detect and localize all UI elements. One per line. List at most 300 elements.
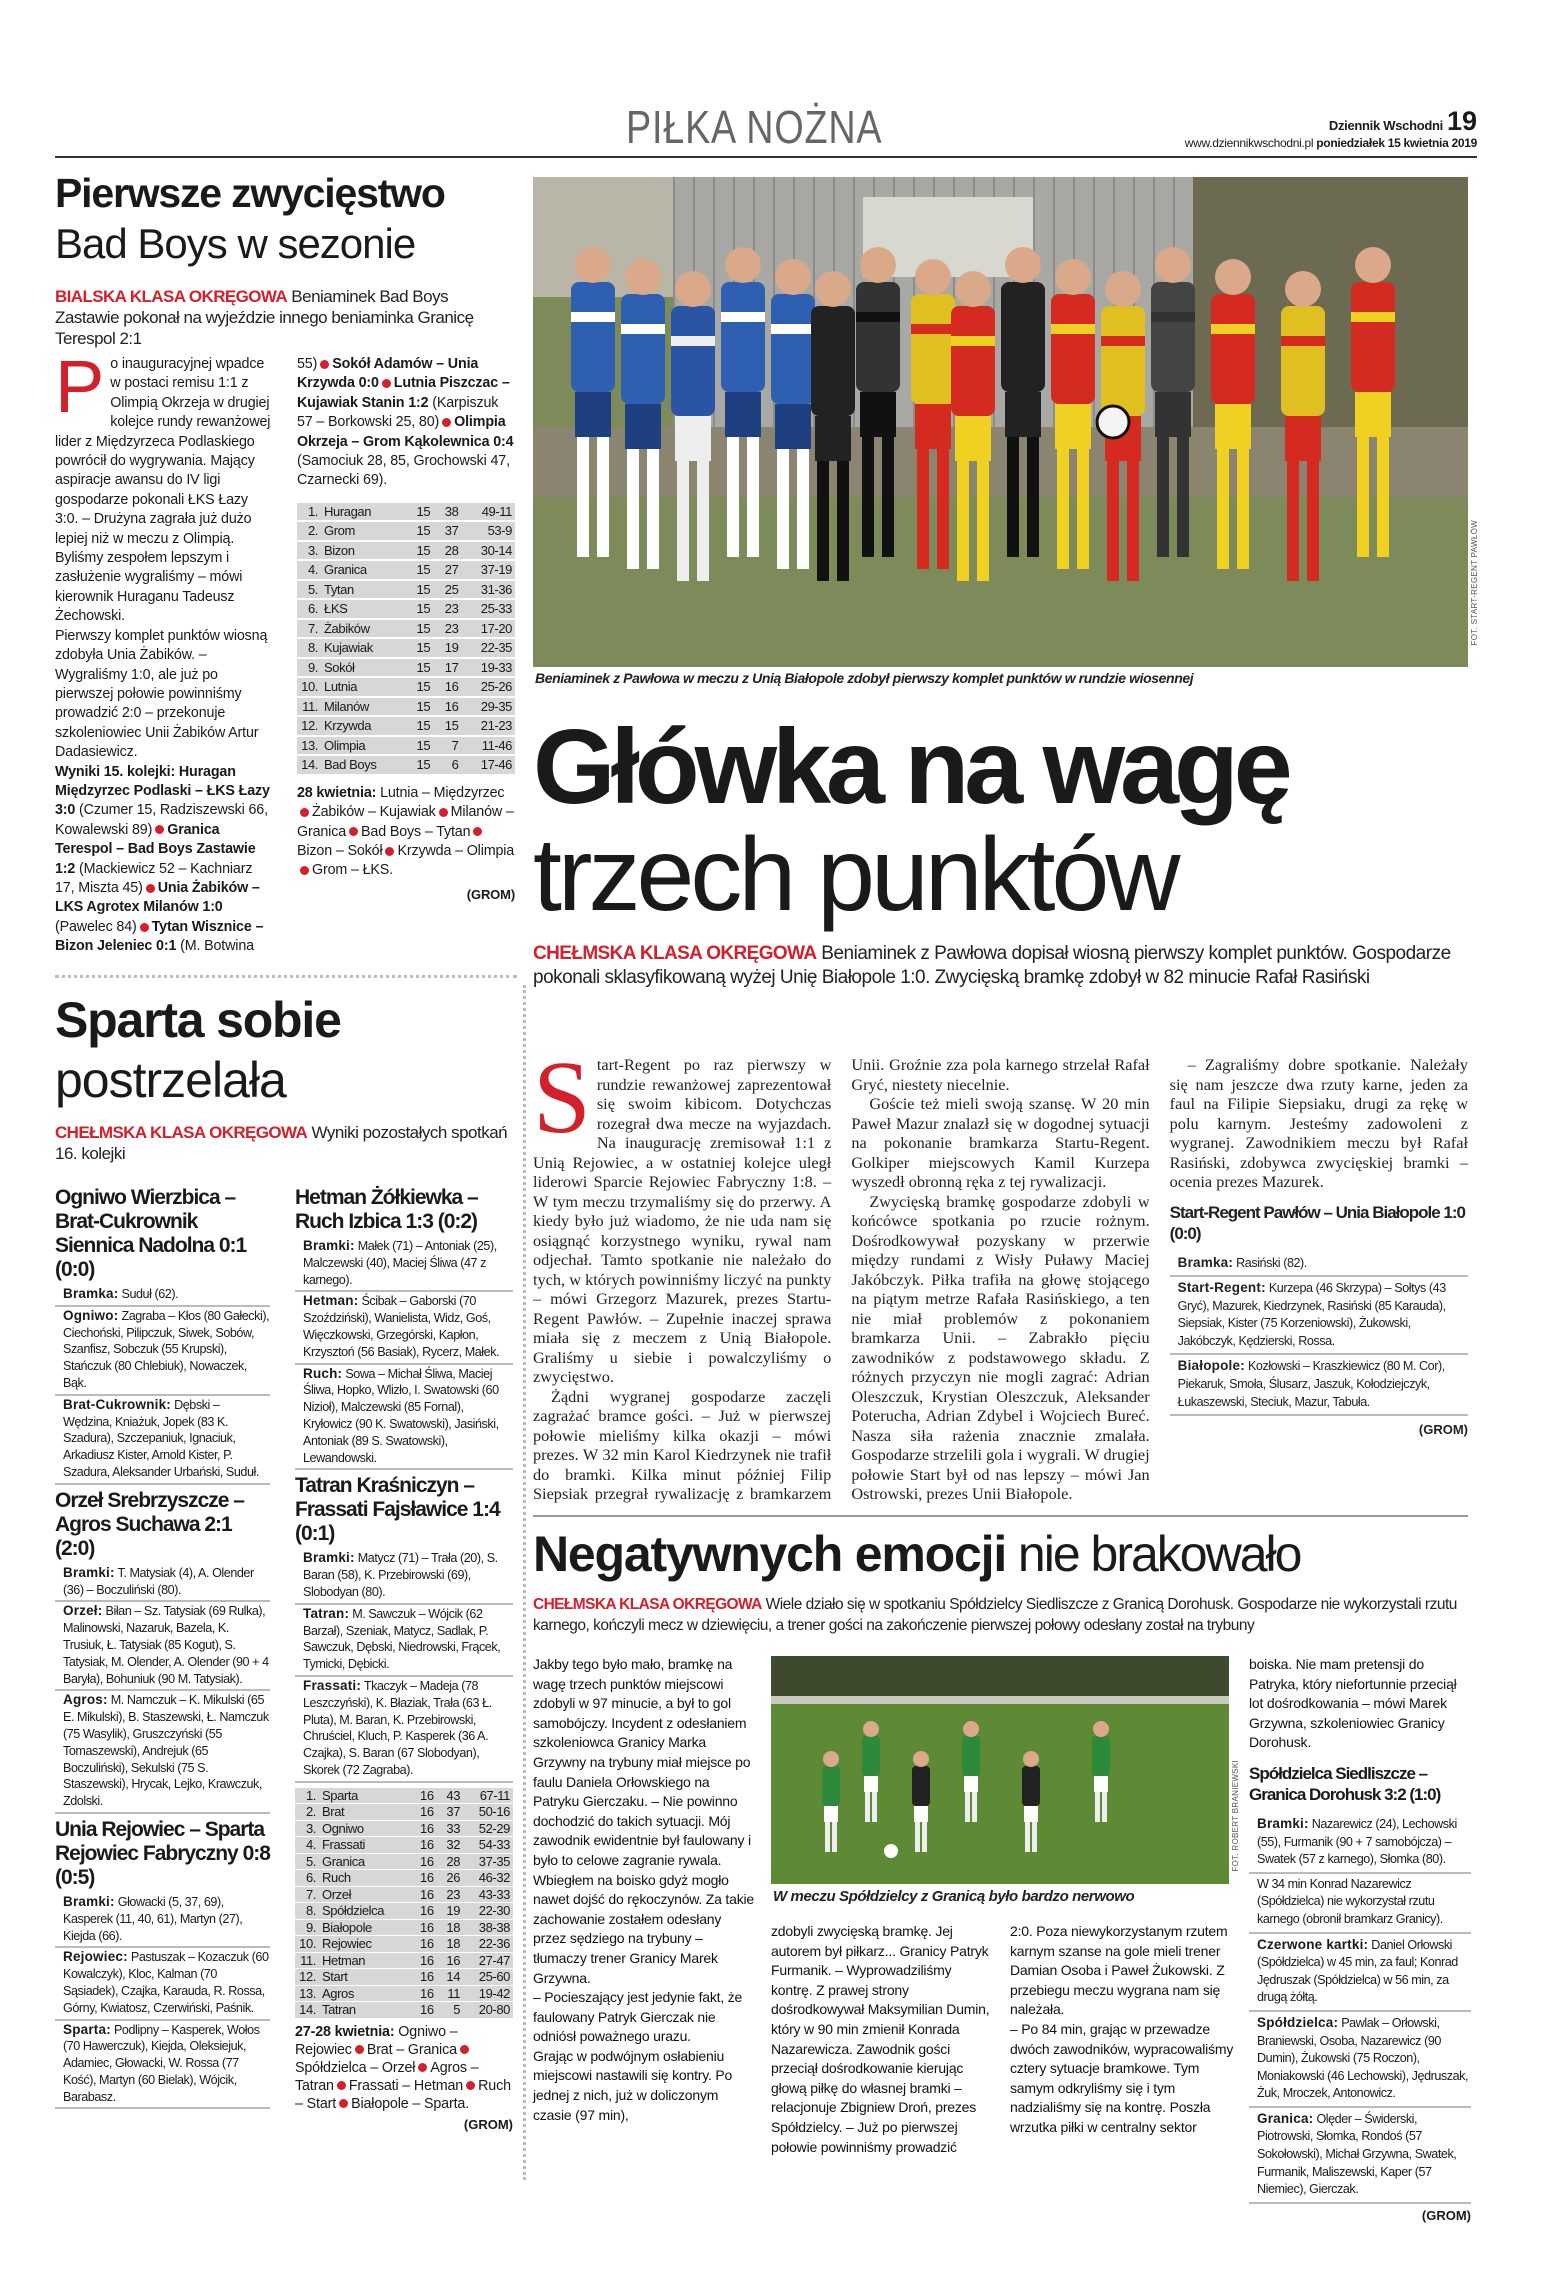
position-cell: 12. [295,1969,319,1985]
goals-cell: 46-32 [463,1870,513,1886]
kicker: BIALSKA KLASA OKRĘGOWA [55,287,288,306]
bold-text: Tytan Wisznice – Bizon Jeleniec 0:1 [55,918,264,955]
text-run: Bizon – Sokół [297,843,383,860]
played-cell: 16 [410,1837,436,1853]
detail-label: Białopole: [1177,1358,1245,1374]
headline-light: Bad Boys w sezonie [55,220,416,267]
position-cell: 3. [297,542,321,560]
detail-text: Biłan – Sz. Tatysiak (69 Rulka), Malinowski, Nazaruk, Bazela, K. Trusiuk, Ł. Tatysiak (85 Kogut), S. Tatysiak, M. Olender, A. Olender (90 + 4 Baryła), Bohuniuk (90 M. Tatysiak). [63,1604,269,1686]
position-cell: 11. [295,1953,319,1969]
bullet-dot-icon [349,827,358,836]
player-leg [1237,449,1249,569]
player-leg [957,461,969,581]
detail-text: Dębski – Wędzina, Kniażuk, Jopek (83 K. Szadura), Szczepaniuk, Ignaciuk, Arkadiusz Kister, Arnold Kister, P. Szadura, Aleksander Urbański, Suduł. [63,1397,259,1479]
goals-cell: 20-80 [463,2002,513,2018]
goals-cell: 49-11 [461,503,515,521]
player-stripe [1101,336,1145,346]
points-cell: 23 [433,620,461,638]
kicker: CHEŁMSKA KLASA OKRĘGOWA [533,943,817,964]
player-leg [977,461,989,581]
signature: (GROM) [1421,2207,1471,2223]
position-cell: 10. [297,678,321,696]
detail-label: Tatran: [303,1605,350,1621]
played-cell: 16 [410,1788,436,1804]
goals-cell: 19-33 [461,659,515,677]
played-cell: 15 [405,620,433,638]
player-leg [937,449,949,569]
bold-text: 27-28 kwietnia: [295,2023,395,2040]
detail-text: Nazarewicz (24), Lechowski (55), Furmanik (90 + 7 samobójcza) – Swatek (57 z karnego), Słomka (80). [1257,1816,1457,1867]
player-leg [825,1822,830,1852]
table-row [295,2002,513,2018]
points-cell: 32 [437,1837,463,1853]
standings-table [295,1787,513,2019]
position-cell: 9. [297,659,321,677]
points-cell: 33 [437,1821,463,1837]
player-shorts [1024,1806,1038,1822]
player-leg [915,1822,920,1852]
team-cell: Krzywda [321,717,405,735]
detail-label: Bramka: [63,1286,119,1301]
points-cell: 37 [437,1804,463,1820]
bold-text: 28 kwietnia: [297,784,377,801]
player-shirt [621,294,665,404]
paragraph: – Po 84 min, grając w przewadze dwóch zawodników, wypracowaliśmy cztery sytuacje bramkowe. Tym samym odkryliśmy się i tym nadzialiśmy się na kontrę. Poszła wrzutka piłki w centralny sektor [1010,2020,1234,2135]
player-head [575,247,611,283]
table-row [295,1837,513,1853]
player-stripe [856,312,900,322]
goals-cell: 22-30 [463,1903,513,1919]
player-shirt [1051,294,1095,404]
table-row [295,1870,513,1886]
table-row [295,1936,513,1952]
text-column [1010,1922,1234,2138]
player-leg [1287,461,1299,581]
bold-text: Unia Żabików – LKS Agrotex Milanów 1:0 [55,879,260,916]
table-row [295,1903,513,1919]
text-run: (Czumer 15, Radziszewski 66, Kowalewski 89) [55,802,268,838]
match-detail [1170,1355,1468,1416]
match-detail [1249,1934,1471,2012]
table-row [297,581,515,599]
match-report [1170,1202,1468,1417]
player-shirt [1211,294,1255,404]
table-row [297,678,515,696]
player-leg [677,461,689,581]
player-shorts [1155,392,1191,437]
match-detail [55,1307,270,1396]
player-shirt [771,294,815,404]
text-run: Grom – ŁKS. [312,862,393,879]
match-detail [295,1365,513,1471]
team-cell: Bad Boys [321,756,405,774]
position-cell: 9. [295,1920,319,1936]
detail-text: Olęder – Świderski, Piotrowski, Słomka, Rondoś (57 Sokołowski), Michał Grzywna, Swatek, Furmanik, Maliszewski, Kaper (57 Niemiec), Gierczak. [1257,2111,1457,2197]
bullet-dot-icon [460,2045,469,2054]
bold-text: Granica Terespol – Bad Boys Zastawie 1:2 [55,821,256,877]
treeline [771,1656,1229,1696]
detail-label: Bramki: [303,1238,355,1253]
goals-cell: 22-36 [463,1936,513,1952]
deck: Beniaminek z Pawłowa dopisał wiosną pierwszy komplet punktów. Gospodarze pokonali sklasyfikowaną wyżej Unię Białopole 1:0. Zwycięską bramkę zdobył w 82 minucie Rafał Rasiński [533,943,1451,988]
player-leg [865,1792,870,1822]
points-cell: 11 [437,1986,463,2002]
table-row [297,639,515,657]
match-detail [1249,1813,1471,1874]
table-row [297,503,515,521]
match-detail [295,1237,513,1292]
text-run: (Karpiszuk 57 – Borkowski 25, 80) [297,394,499,431]
match-title: Tatran Kraśniczyn – Frassati Fajsławice 1:4 (0:1) [295,1474,500,1546]
detail-label: Orzeł: [63,1603,103,1619]
points-cell: 16 [433,698,461,716]
player-shirt [1022,1766,1040,1806]
match-report [1249,1763,1471,2204]
table-row [297,542,515,560]
paper-name: Dziennik Wschodni [1328,118,1443,133]
detail-text: M. Sawczuk – Wójcik (62 Barzał), Szeniak, Matycz, Sadlak, P. Sawczuk, Dębski, Niedrowski, Frącek, Tymicki, Dębicki. [303,1606,501,1672]
goals-cell: 38-38 [463,1920,513,1936]
points-cell: 6 [433,756,461,774]
team-cell: Granica [319,1854,410,1870]
points-cell: 28 [433,542,461,560]
player-shirt [1101,306,1145,416]
match-report [1170,1202,1468,1417]
headline-bold: Pierwsze zwycięstwo [55,170,445,216]
played-cell: 16 [410,1821,436,1837]
points-cell: 18 [437,1936,463,1952]
page-number: 19 [1446,106,1477,136]
player-shirt [1001,282,1045,392]
player-leg [1032,1822,1037,1852]
player-leg [917,449,929,569]
played-cell: 15 [405,698,433,716]
team-cell: Bizon [321,542,405,560]
paragraph: Grając w podwójnym osłabieniu miejscowi nastawili się kontry. Po jednej z nich, już w doliczonym czasie (97 min), [533,2047,733,2123]
position-cell: 14. [295,2002,319,2018]
goals-cell: 19-42 [463,1986,513,2002]
match-detail [1249,2012,1471,2108]
bullet-dot-icon [385,847,394,856]
headline-bold: Główka na wagę [533,708,1288,826]
goals-cell: 52-29 [463,1821,513,1837]
player-shorts [915,404,951,449]
player-stripe [571,312,615,322]
match-detail [1249,1874,1471,1934]
player-head [775,259,811,295]
player-head [860,247,896,283]
table-row [297,600,515,618]
player-shirt [911,294,955,404]
detail-text: Suduł (62). [121,1287,179,1301]
section-title: PIŁKA NOŻNA [626,101,883,153]
detail-label: Bramki: [303,1550,355,1566]
goals-cell: 25-60 [463,1969,513,1985]
detail-text: Kurzepa (46 Skrzypa) – Sołtys (43 Gryć), Mazurek, Kiedrzynek, Rasiński (85 Karauda), Siepsiak, Kister (75 Korzeniowski), Żukowski, Jakóbczyk, Kędzierski, Rossa. [1177,1281,1446,1348]
paragraph: – Zagraliśmy dobre spotkanie. Należały się nam jeszcze dwa rzuty karne, jeden za faul na Filipie Siepsiaku, drugi za rękę w polu karnym. Jesteśmy zadowoleni z wygranej. Zawodnikiem meczu był Rafał Rasiński, zdobywca zwycięskiej bramki – ocenia prezes Mazurek. [1169,1055,1468,1191]
deck: Wyniki pozostałych spotkań 16. kolejki [55,1123,508,1163]
photo-credit: FOT. ROBERT BRANIEWSKI [1231,1760,1240,1872]
team-cell: Sparta [319,1788,410,1804]
position-cell: 2. [295,1804,319,1820]
played-cell: 16 [410,1887,436,1903]
ball-icon [884,1844,898,1858]
text-run: (Samociuk 28, 85, Grochowski 47, Czarnecki 69). [297,453,510,489]
played-cell: 16 [410,2002,436,2018]
player-leg [837,461,849,581]
detail-text: Ścibak – Gaborski (70 Szoździński), Wanielista, Widz, Goś, Więczkowski, Grzegórski, Kapłon, Krzysztoń (56 Basiak), Rycerz, Małek. [303,1294,500,1359]
bold-text: Wyniki 15. kolejki: Huragan Międzyrzec Podlaski – ŁKS Łazy 3:0 [55,763,270,819]
position-cell: 8. [297,639,321,657]
match-detail [1170,1252,1468,1278]
bullet-dot-icon [339,2099,348,2108]
text-run: (M. Botwina 55) [176,356,318,955]
text-run: Spółdzielca – Orzeł [295,2059,416,2076]
headline-light: postrzelała [55,1052,286,1108]
match-reports-left [55,1182,270,2109]
team-cell: Hetman [319,1953,410,1969]
signature: (GROM) [463,2116,513,2132]
bullet-dot-icon [337,2081,346,2090]
text-column [771,1922,995,2157]
detail-text: Kozłowski – Kraszkiewicz (80 M. Cor), Piekaruk, Smoła, Ślusarz, Jaszuk, Kołodziejczyk, Łukaszewski, Steciuk, Mazur, Tabuła. [1177,1359,1445,1409]
player-leg [1007,437,1019,557]
article-bad-boys [55,168,515,349]
points-cell: 25 [433,581,461,599]
bullet-dot-icon [155,825,164,834]
points-cell: 7 [433,737,461,755]
player-leg [797,449,809,569]
paragraph: Żądni wygranej gospodarze zaczęli zagrażać bramce gości. – Już w pierwszej połowie mieliśmy kilka okazji – mówi prezes. W 32 min Karol Kiedrzynek nie trafił do bramki. Kilka minut później Filip Siepsiak przegrał rywalizację z bramkarzem Unii. Groźnie zza pola karnego strzelał Rafał Gryć, niestety niecelnie. [533,1055,1150,1503]
player-leg [1057,449,1069,569]
played-cell: 16 [410,1804,436,1820]
detail-text: M. Namczuk – K. Mikulski (65 E. Mikulski), B. Staszewski, Ł. Namczuk (75 Wasylik), Gruszczyński (55 Tomaszewski), Andrejuk (65 Boczuliński), Sekulski (75 S. Staszewski), Hrycak, Lejko, Krawczuk, Zdolski. [63,1693,269,1809]
detail-text: Matycz (71) – Trała (20), S. Baran (58), K. Przebirowski (69), Slobodyan (80). [303,1551,498,1599]
table-row [297,717,515,735]
table-row [295,1920,513,1936]
fixtures-list [295,2023,513,2113]
goals-cell: 67-11 [463,1788,513,1804]
detail-text: Małek (71) – Antoniak (25), Malczewski (40), Maciej Śliwa (47 z karnego). [303,1239,497,1287]
player-leg [697,461,709,581]
match-detail [295,1677,513,1783]
player-leg [1095,1792,1100,1822]
player-shorts [675,416,711,461]
points-cell: 16 [433,678,461,696]
goals-cell: 11-46 [461,737,515,755]
points-cell: 23 [433,600,461,618]
detail-text: T. Matysiak (4), A. Olender (36) – Boczuliński (80). [63,1565,254,1597]
position-cell: 2. [297,522,321,540]
player-leg [1217,449,1229,569]
played-cell: 15 [405,717,433,735]
player-leg [1307,461,1319,581]
divider [523,985,526,2180]
article-body [55,345,515,967]
player-shirt [1281,306,1325,416]
match-report [295,1474,513,1782]
ball-icon [1097,406,1129,438]
player-leg [1027,437,1039,557]
text-run: (Pawelec 84) [55,918,137,935]
paragraph: zdobyli zwycięską bramkę. Jej autorem był piłkarz... Granicy Patryk Furmanik. – Wyprowadziliśmy kontrę. Z prawej strony dośrodkowywał Maksymilian Dumin, który w 90 min zmienił Konrada Nazarewicza. Zawodnik gości przeciął dośrodkowanie kierując głową piłkę do własnej bramki – relacjonuje Zbigniew Droń, prezes Spółdzielcy. – Już po pierwszej połowie powinniśmy prowadzić [771,1923,990,2155]
goals-cell: 25-26 [461,678,515,696]
team-cell: Kujawiak [321,639,405,657]
detail-label: Ogniwo: [63,1307,119,1323]
barrier [771,1696,1229,1704]
player-head [1215,259,1251,295]
player-leg [972,1792,977,1822]
player-shorts [955,416,991,461]
paragraph: boiska. Nie mam pretensji do Patryka, który niefortunnie przeciął lot dośrodkowania – mówi Marek Grzywna, szkoleniowiec Granicy Dorohusk. [1249,1656,1457,1751]
table-row [295,1854,513,1870]
player-head [675,271,711,307]
played-cell: 15 [405,678,433,696]
table-row [297,659,515,677]
bullet-dot-icon [473,827,482,836]
goals-cell: 21-23 [461,717,515,735]
goals-cell: 27-47 [463,1953,513,1969]
detail-label: Bramki: [63,1564,115,1580]
team-cell: ŁKS [321,600,405,618]
text-run: (Mackiewicz 52 – Kachniarz 17, Miszta 45) [55,860,253,896]
played-cell: 16 [410,1986,436,2002]
match-title: Orzeł Srebrzyszcze – Agros Suchawa 2:1 (2:0) [55,1488,244,1560]
detail-text: Głowacki (5, 37, 69), Kasperek (11, 40, 61), Martyn (27), Kiejda (66). [63,1894,243,1943]
team-cell: Ogniwo [319,1821,410,1837]
bullet-dot-icon [355,2045,364,2054]
player-leg [1077,449,1089,569]
player-head [823,1751,839,1767]
points-cell: 28 [437,1854,463,1870]
position-cell: 10. [295,1936,319,1952]
player-shorts [775,404,811,449]
detail-text: Tkaczyk – Madeja (78 Leszczyński), K. Błaziak, Trała (63 Ł. Pluta), M. Baran, K. Przebirowski, Chruściel, Kluch, P. Kasperek (36 A. Czajka), S. Baran (67 Slobodyan), Skorek (72 Zagraba). [303,1678,492,1777]
points-cell: 43 [437,1788,463,1804]
position-cell: 1. [297,503,321,521]
kicker: CHEŁMSKA KLASA OKRĘGOWA [533,1596,762,1613]
paper-url[interactable]: www.dziennikwschodni.pl [1184,136,1314,150]
table-row [295,1804,513,1820]
team-cell: Frassati [319,1837,410,1853]
points-cell: 26 [437,1870,463,1886]
team-photo [533,177,1468,667]
played-cell: 15 [405,522,433,540]
signature: (GROM) [466,886,515,902]
player-leg [627,449,639,569]
match-detail [55,1893,270,1948]
paragraphs [1249,1655,1471,1753]
headline-bold: Sparta sobie [55,992,341,1048]
team-cell: Lutnia [321,678,405,696]
table-row [297,620,515,638]
table-row [297,522,515,540]
team-cell: Milanów [321,698,405,716]
detail-label: Bramki: [63,1893,115,1909]
position-cell: 8. [295,1903,319,1919]
player-shorts [914,1806,928,1822]
player-leg [1377,437,1389,557]
player-stripe [1051,324,1095,334]
bullet-dot-icon [320,360,329,369]
player-shorts [1094,1776,1108,1792]
played-cell: 15 [405,542,433,560]
position-cell: 11. [297,698,321,716]
position-cell: 4. [297,561,321,579]
player-shorts [1355,392,1391,437]
player-leg [647,449,659,569]
player-shorts [1215,404,1251,449]
deck: Beniaminek Bad Boys Zastawie pokonał na wyjeździe innego beniaminka Granicę Terespol 2:1 [55,287,474,348]
goals-cell: 54-33 [463,1837,513,1853]
paragraph: Jakby tego było mało, bramkę na wagę trzech punktów miejscowi zdobyli w 97 minucie, a był to gol samobójczy. Incydent z odesłaniem szkoleniowca Granicy Marka Grzywny na trybuny miał miejsce po faulu Daniela Orłowskiego na Patryku Gierczaku. – Nie powinno dochodzić do takich sytuacji. Mój zawodnik ewidentnie był faulowany i było to celowe zagranie rywala. Wbiegłem na boisko gdyż mogło nawet dojść do rękoczynów. Za takie zachowanie zostałem odesłany przez sędziego na trybuny – tłumaczy trener Granicy Marek Grzywna. [533,1656,755,1986]
goals-cell: 43-33 [463,1887,513,1903]
player-shorts [964,1776,978,1792]
player-leg [965,1792,970,1822]
player-stripe [911,324,955,334]
bold-text: Sokół Adamów – Unia Krzywda 0:0 [297,356,479,392]
match-title: Spółdzielca Siedliszcze – Granica Dorohusk 3:2 (1:0) [1249,1763,1441,1804]
player-head [1155,247,1191,283]
player-shorts [1005,392,1041,437]
team-cell: Tytan [321,581,405,599]
headline-bold: Negatywnych emocji [533,1526,1007,1582]
team-cell: Żabików [321,620,405,638]
match-report [55,1818,270,2110]
player-head [815,271,851,307]
played-cell: 16 [410,1854,436,1870]
team-cell: Start [319,1969,410,1985]
fixtures-list [297,784,515,881]
goals-cell: 53-9 [461,522,515,540]
team-cell: Grom [321,522,405,540]
player-stripe [1211,324,1255,334]
match-detail [295,1605,513,1677]
player-head [1055,259,1091,295]
points-cell: 38 [433,503,461,521]
table-row [295,1969,513,1985]
player-head [1023,1751,1039,1767]
paragraph: Zwycięską bramkę gospodarze zdobyli w końcówce spotkania po rzucie rożnym. Dośrodkowywał pozyskany w przerwie między rundami z Wisły Puławy Maciej Jakóbczyk. Piłka trafiła na głowę stojącego na piątym metrze Rafała Rasińskiego, a ten nie miał problemów z pokonaniem bramkarza Unii. – Zabrakło pięciu zawodników z podstawowego składu. Z różnych przyczyn nie mogli zagrać: Adrian Oleszczuk, Krystian Oleszczuk, Aleksander Poterucha, Adrian Zdybel i Wojciech Bureć. Nasza siła rażenia znacznie zmalała. Gospodarze strzelili gola i wygrali. W drugiej połowie Start był od nas lepszy – mówi Jan Ostrowski, prezes Unii Białopole. [851,1191,1150,1503]
goals-cell: 17-20 [461,620,515,638]
played-cell: 15 [405,561,433,579]
bullet-dot-icon [442,418,451,427]
player-head [1005,247,1041,283]
match-detail [55,1948,270,2020]
player-head [1285,271,1321,307]
player-shirt [1151,282,1195,392]
player-shorts [1285,416,1321,461]
article-sparta [55,990,515,1164]
player-shorts [725,392,761,437]
team-cell: Tatran [319,2002,410,2018]
headline-light: trzech punktów [533,817,1177,933]
match-report [295,1186,513,1470]
detail-label: Frassati: [303,1677,362,1693]
paragraph: Pierwszy komplet punktów wiosną zdobyła Unia Żabików. – Wygraliśmy 1:0, ale już po pierwszej połowie powinniśmy prowadzić 2:0 – przekonuje szkoleniowiec Unii Żabików Artur Dadasiewicz. [55,627,268,761]
match-photo [771,1656,1229,1884]
player-leg [922,1822,927,1852]
player-leg [862,437,874,557]
deck: Wiele działo się w spotkaniu Spółdzielcy Siedliszcze z Granicą Dorohusk. Gospodarze nie wykorzystali rzutu karnego, kończyli mecz w dziewięciu, a trener gości na zakończenie pierwszej połowy odesłany został na trybuny [533,1596,1457,1634]
position-cell: 12. [297,717,321,735]
player-stripe [671,336,715,346]
player-leg [1102,1792,1107,1822]
drop-cap: S [533,1040,591,1155]
match-title: Unia Rejowiec – Sparta Rejowiec Fabryczny 0:8 (0:5) [55,1817,270,1889]
match-detail [55,1691,270,1814]
player-head [863,1721,879,1737]
